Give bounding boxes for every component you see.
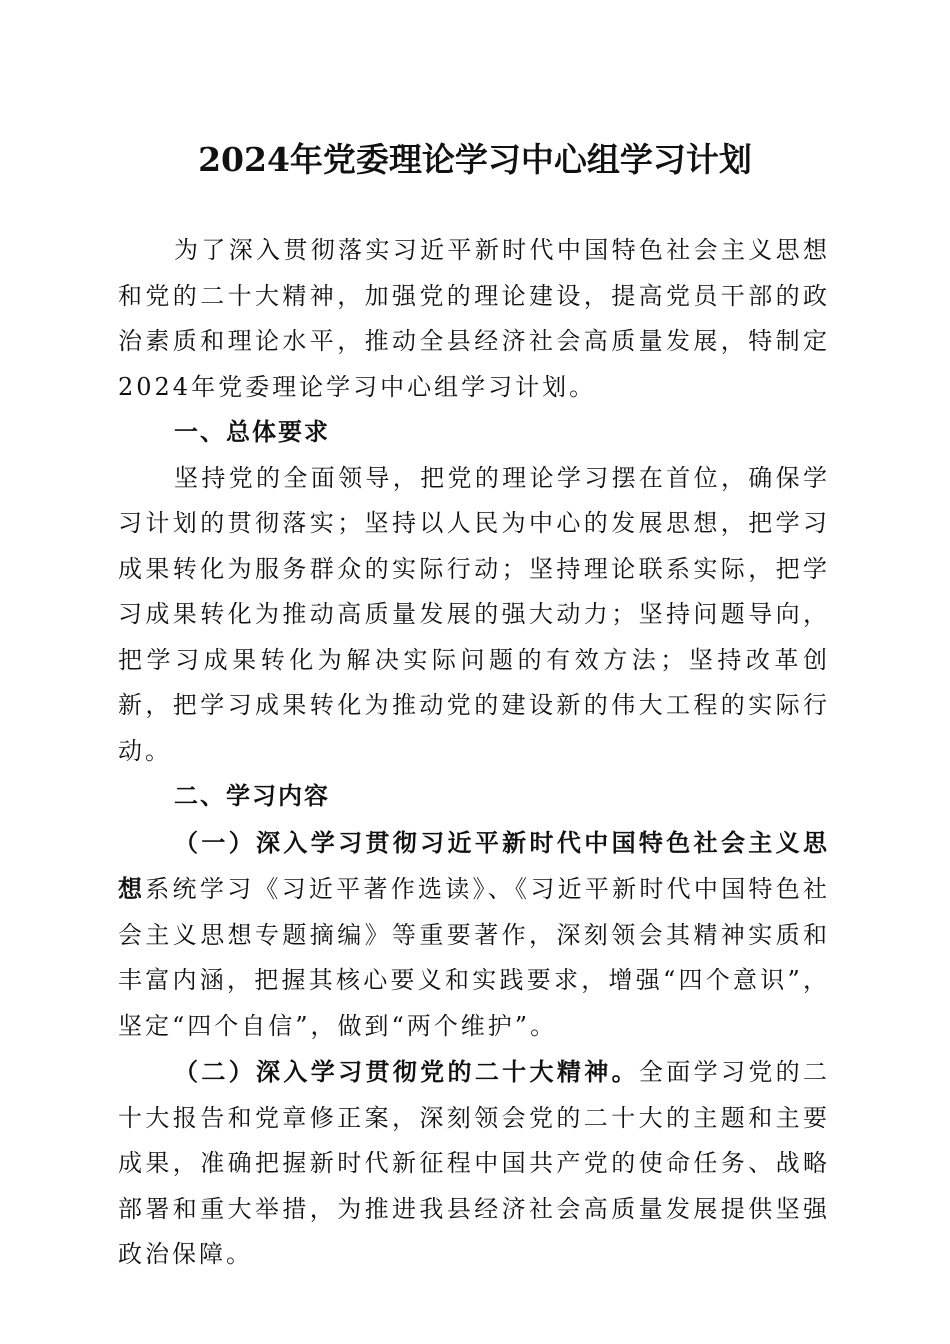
- study-item-1-heading: （一）深入学习贯彻习近平新时代中国特色社会主义思想: [118, 827, 830, 903]
- document-body: [118, 228, 830, 1278]
- study-item-2-heading: （二）深入学习贯彻党的二十大精神。: [174, 1057, 639, 1086]
- general-requirements-paragraph: 坚持党的全面领导，把党的理论学习摆在首位，确保学习计划的贯彻落实；坚持以人民为中心的发展思想，把学习成果转化为服务群众的实际行动；坚持理论联系实际，把学习成果转化为推动高质量发展的强大动力；坚持问题导向，把学习成果转化为解决实际问题的有效方法；坚持改革创新，把学习成果转化为推动党的建设新的伟大工程的实际行动。: [118, 463, 830, 765]
- study-item-2-paragraph: [118, 1049, 830, 1278]
- study-item-2-body: 全面学习党的二十大报告和党章修正案，深刻领会党的二十大的主题和主要成果，准确把握新时代新征程中国共产党的使命任务、战略部署和重大举措，为推进我县经济社会高质量发展提供坚强政治保障。: [118, 1058, 831, 1268]
- section-heading-study-content: 二、学习内容: [174, 782, 330, 810]
- intro-paragraph: 为了深入贯彻落实习近平新时代中国特色社会主义思想和党的二十大精神，加强党的理论建设，提高党员干部的政治素质和理论水平，推动全县经济社会高质量发展，特制定2024年党委理论学习中心组学习计划。: [118, 236, 830, 401]
- document-title: 2024年党委理论学习中心组学习计划: [198, 140, 752, 179]
- study-item-1-body: 系统学习《习近平著作选读》、《习近平新时代中国特色社会主义思想专题摘编》等重要著作，深刻领会其精神实质和丰富内涵，把握其核心要义和实践要求，增强“四个意识”，坚定“四个自信”，做到“两个维护”。: [118, 875, 831, 1040]
- section-heading-general-requirements: 一、总体要求: [174, 418, 330, 446]
- study-item-1-paragraph: [118, 820, 830, 1050]
